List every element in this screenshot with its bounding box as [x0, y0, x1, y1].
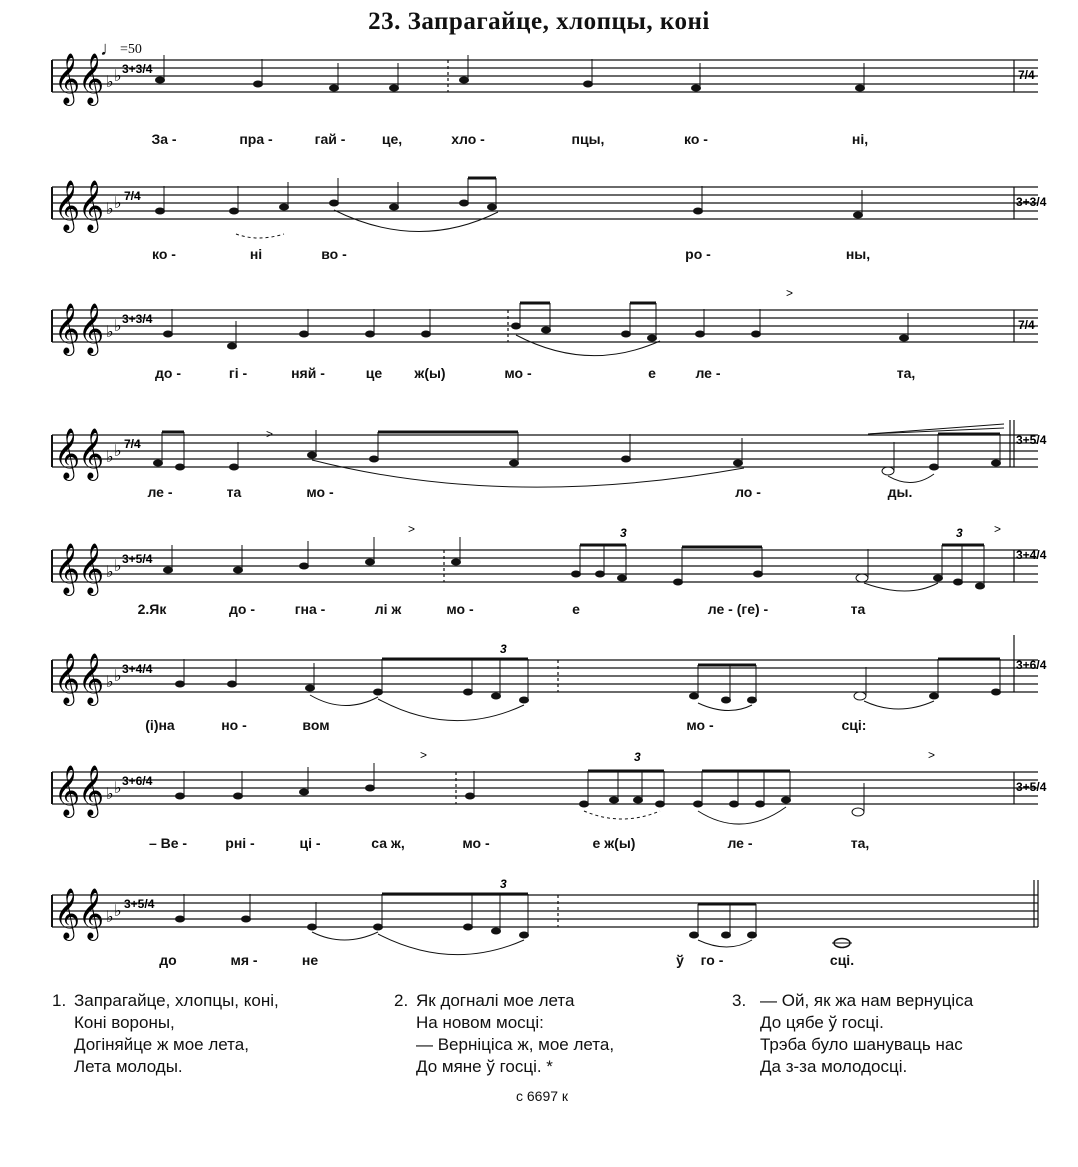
- lyric-syllable: но -: [221, 717, 247, 733]
- lyric-syllable: – Ве -: [148, 835, 188, 851]
- verse-line: Як догналі мое лета: [416, 991, 575, 1010]
- treble-clef-icon: 𝄞: [78, 543, 105, 594]
- lyric-syllable: са ж,: [371, 835, 405, 851]
- lyric-syllable: сці.: [829, 952, 855, 968]
- tempo-value: =50: [120, 42, 142, 57]
- flat-icon: ♭: [106, 322, 114, 341]
- lyric-syllable: це,: [381, 131, 403, 147]
- lyric-syllable: сці:: [841, 717, 867, 733]
- time-signature-end: 3+5/4: [1016, 433, 1047, 447]
- verse-number: 3.: [732, 991, 747, 1010]
- lyric-syllable: ко -: [152, 246, 176, 262]
- lyric-syllable: 2.Як: [137, 601, 167, 617]
- flat-icon: ♭: [106, 784, 114, 803]
- lyric-syllable: ло -: [735, 484, 761, 500]
- treble-clef-icon: 𝄞: [78, 653, 105, 704]
- verse-2: [394, 990, 614, 1078]
- triplet-mark: 3: [620, 526, 627, 540]
- time-signature-start: 3+6/4: [122, 774, 153, 788]
- lyric-syllable: пцы,: [571, 131, 605, 147]
- treble-clef-icon: 𝄞: [54, 888, 81, 939]
- lyric-syllable: до: [159, 952, 177, 968]
- treble-clef-icon: 𝄞: [78, 888, 105, 939]
- lyric-syllable: хло -: [451, 131, 485, 147]
- lyric-syllable: мо -: [686, 717, 714, 733]
- flat-icon: ♭: [106, 447, 114, 466]
- lyric-syllable: ле -: [727, 835, 753, 851]
- lyric-syllable: гі -: [228, 365, 248, 381]
- lyric-syllable: е ж(ы): [592, 835, 636, 851]
- time-signature-start: 3+5/4: [122, 552, 153, 566]
- lyric-syllable: та,: [850, 835, 870, 851]
- staff-7: [48, 748, 1047, 877]
- time-signature-start: 7/4: [124, 437, 141, 451]
- treble-clef-icon: 𝄞: [78, 303, 105, 354]
- lyric-syllable: ко -: [684, 131, 708, 147]
- treble-clef-icon: 𝄞: [54, 653, 81, 704]
- lyric-syllable: е: [572, 601, 580, 617]
- accent-icon: >: [420, 748, 428, 762]
- verse-line: Коні вороны,: [74, 1013, 175, 1032]
- time-signature-start: 3+5/4: [124, 897, 155, 911]
- treble-clef-icon: 𝄞: [54, 765, 81, 816]
- staff-system-1: [48, 55, 1040, 165]
- flat-icon: ♭: [114, 666, 122, 685]
- flat-icon: ♭: [114, 901, 122, 920]
- staff-5: [48, 522, 1047, 655]
- lyric-syllable: ро -: [685, 246, 711, 262]
- lyric-syllable: ле -: [695, 365, 721, 381]
- lyric-syllable: до -: [155, 365, 181, 381]
- treble-clef-icon: 𝄞: [78, 765, 105, 816]
- verse-line: Лета молоды.: [74, 1057, 183, 1076]
- verse-line: — Ой, як жа нам вернуціса: [760, 991, 974, 1010]
- verse-3: [732, 990, 973, 1078]
- lyric-syllable: лі ж: [374, 601, 402, 617]
- verse-line: Догіняйце ж мое лета,: [74, 1035, 249, 1054]
- staff-3: [48, 286, 1040, 415]
- time-signature-start: 3+3/4: [122, 312, 153, 326]
- lyric-syllable: не: [301, 952, 319, 968]
- triplet-mark: 3: [500, 642, 507, 656]
- accent-icon: >: [786, 286, 794, 300]
- verse-1: [52, 990, 279, 1078]
- treble-clef-icon: 𝄞: [78, 53, 105, 104]
- treble-clef-icon: 𝄞: [54, 428, 81, 479]
- lyric-syllable: ле - (ге) -: [707, 601, 769, 617]
- staff-system-3: [48, 286, 1040, 415]
- time-signature-start: 3+4/4: [122, 662, 153, 676]
- time-signature-end: 7/4: [1018, 68, 1035, 82]
- triplet-mark: 3: [634, 750, 641, 764]
- lyric-syllable: ні: [249, 246, 263, 262]
- staff-2: [48, 180, 1047, 292]
- accent-icon: >: [266, 427, 274, 441]
- time-signature-start: 7/4: [124, 189, 141, 203]
- quarter-note-icon: ♩: [100, 38, 120, 60]
- lyric-syllable: За -: [151, 131, 177, 147]
- staff-system-2: [48, 180, 1047, 292]
- lyric-syllable: вом: [302, 717, 330, 733]
- lyric-syllable: мо -: [446, 601, 474, 617]
- flat-icon: ♭: [114, 441, 122, 460]
- flat-icon: ♭: [114, 193, 122, 212]
- treble-clef-icon: 𝄞: [54, 543, 81, 594]
- treble-clef-icon: 𝄞: [54, 53, 81, 104]
- lyric-syllable: мя -: [230, 952, 258, 968]
- lyric-syllable: пра -: [239, 131, 273, 147]
- lyric-syllable: рні -: [225, 835, 255, 851]
- flat-icon: ♭: [114, 778, 122, 797]
- lyric-syllable: ні,: [851, 131, 869, 147]
- staff-system-4: [48, 427, 1047, 540]
- staff-system-5: [48, 522, 1047, 655]
- verse-line: Да з-за молодосці.: [760, 1057, 908, 1076]
- flat-icon: ♭: [106, 672, 114, 691]
- treble-clef-icon: 𝄞: [78, 428, 105, 479]
- lyric-syllable: та: [226, 484, 242, 500]
- treble-clef-icon: 𝄞: [54, 180, 81, 231]
- lyric-syllable: во -: [321, 246, 347, 262]
- lyric-syllable: мо -: [306, 484, 334, 500]
- time-signature-end: 7/4: [1018, 318, 1035, 332]
- flat-icon: ♭: [114, 66, 122, 85]
- flat-icon: ♭: [106, 562, 114, 581]
- lyric-syllable: мо -: [504, 365, 532, 381]
- verse-line: Запрагайце, хлопцы, коні,: [74, 991, 279, 1010]
- flat-icon: ♭: [106, 907, 114, 926]
- time-signature-end: 3+4/4: [1016, 548, 1047, 562]
- song-title: 23. Запрагайце, хлопцы, коні: [368, 8, 710, 35]
- lyric-syllable: ды.: [887, 484, 913, 500]
- lyric-syllable: е: [648, 365, 656, 381]
- lyric-syllable: це: [365, 365, 383, 381]
- time-signature-end: 3+6/4: [1016, 658, 1047, 672]
- lyric-syllable: ці -: [299, 835, 321, 851]
- staff-system-7: [48, 748, 1047, 877]
- verse-line: До цябе ў госці.: [760, 1013, 884, 1032]
- staff-1: [48, 55, 1040, 165]
- lyric-syllable: (і)на: [145, 717, 175, 733]
- catalog-number: с 6697 к: [516, 1088, 569, 1104]
- lyric-syllable: та: [850, 601, 866, 617]
- treble-clef-icon: 𝄞: [54, 303, 81, 354]
- staff-8: [48, 877, 1040, 1000]
- lyric-syllable: ж(ы): [414, 365, 446, 381]
- staff-system-6: [48, 642, 1047, 765]
- staff-system-8: [48, 877, 1040, 1000]
- lyric-syllable: ле -: [147, 484, 173, 500]
- triplet-mark: 3: [500, 877, 507, 891]
- lyric-syllable: мо -: [462, 835, 490, 851]
- verse-line: На новом мосці:: [416, 1013, 544, 1032]
- triplet-mark: 3: [956, 526, 963, 540]
- accent-icon: >: [994, 522, 1002, 536]
- verse-line: До мяне ў госці. *: [416, 1057, 553, 1076]
- flat-icon: ♭: [106, 72, 114, 91]
- verse-number: 2.: [394, 991, 409, 1010]
- lyric-syllable: го -: [700, 952, 724, 968]
- flat-icon: ♭: [106, 199, 114, 218]
- lyric-syllable: няй -: [291, 365, 325, 381]
- treble-clef-icon: 𝄞: [78, 180, 105, 231]
- time-signature-end: 3+5/4: [1016, 780, 1047, 794]
- verse-line: Трэба було шануваць нас: [760, 1035, 963, 1054]
- lyric-syllable: гай -: [314, 131, 346, 147]
- flat-icon: ♭: [114, 556, 122, 575]
- staff-6: [48, 642, 1047, 765]
- time-signature-end: 3+3/4: [1016, 195, 1047, 209]
- lyric-syllable: до -: [229, 601, 255, 617]
- verse-line: — Верніціса ж, мое лета,: [416, 1035, 615, 1054]
- accent-icon: >: [928, 748, 936, 762]
- flat-icon: ♭: [114, 316, 122, 335]
- verse-number: 1.: [52, 991, 67, 1010]
- lyric-syllable: гна -: [294, 601, 326, 617]
- lyric-syllable: ны,: [845, 246, 871, 262]
- time-signature-start: 3+3/4: [122, 62, 153, 76]
- accent-icon: >: [408, 522, 416, 536]
- lyric-syllable: ў: [676, 952, 684, 968]
- lyric-syllable: та,: [896, 365, 916, 381]
